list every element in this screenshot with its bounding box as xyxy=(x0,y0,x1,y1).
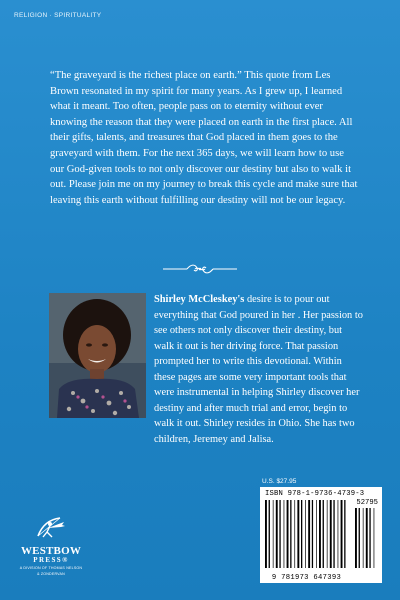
author-bio xyxy=(154,292,364,447)
barcode-addon-digits: 52795 xyxy=(356,499,378,507)
author-name: Shirley McCleskey's xyxy=(154,294,245,305)
publisher-press: PRESS® xyxy=(33,556,69,564)
publisher-division-line1: A DIVISION OF THOMAS NELSON xyxy=(19,566,83,570)
isbn-text: ISBN 978-1-9736-4739-3 xyxy=(265,490,365,498)
price-label: U.S. $27.95 xyxy=(262,478,297,485)
cover-blurb: “The graveyard is the richest place on earth.” This quote from Les Brown resonated in my spirit for many years. As I grew up, I learned what it meant. Too often, people pass on to eternity without ever knowing the reason that they were placed on earth in the first place. All their gifts, talents, and treasures that God placed in them goes to the graveyard with them. For the next 365 days, we will learn how to use our God-given tools to not only discover our destiny but also to walk it out. Please join me on my journey to break this cycle and make sure that leaving this earth without fulfilling our destiny will not be our legacy. xyxy=(50,70,358,206)
author-photo xyxy=(49,293,146,418)
isbn-barcode xyxy=(260,487,382,583)
category-label: RELIGION · SPIRITUALITY xyxy=(14,12,102,19)
barcode-bars-addon xyxy=(353,508,379,572)
ean-digits: 9 781973 647393 xyxy=(271,574,342,582)
westbow-archer-icon xyxy=(34,516,68,538)
barcode-bars-main xyxy=(263,500,351,572)
author-bio-text: desire is to pour out everything that God poured in her . Her passion to see others not only discover their destiny, but walk it out is her driving force. That passion prompted her to write this devotional. Within these pages are some very important tools that were instrumental in helping Shirley discover her destiny and after much trial and error, begin to walk it out. Shirley resides in Ohio. She has two children, Jeremey and Jalisa. xyxy=(154,294,363,445)
ornament-divider-icon xyxy=(163,263,237,275)
publisher-name: WESTBOW xyxy=(20,545,82,557)
publisher-division-line2: & ZONDERVAN xyxy=(37,572,65,577)
publisher-logo xyxy=(8,516,94,577)
